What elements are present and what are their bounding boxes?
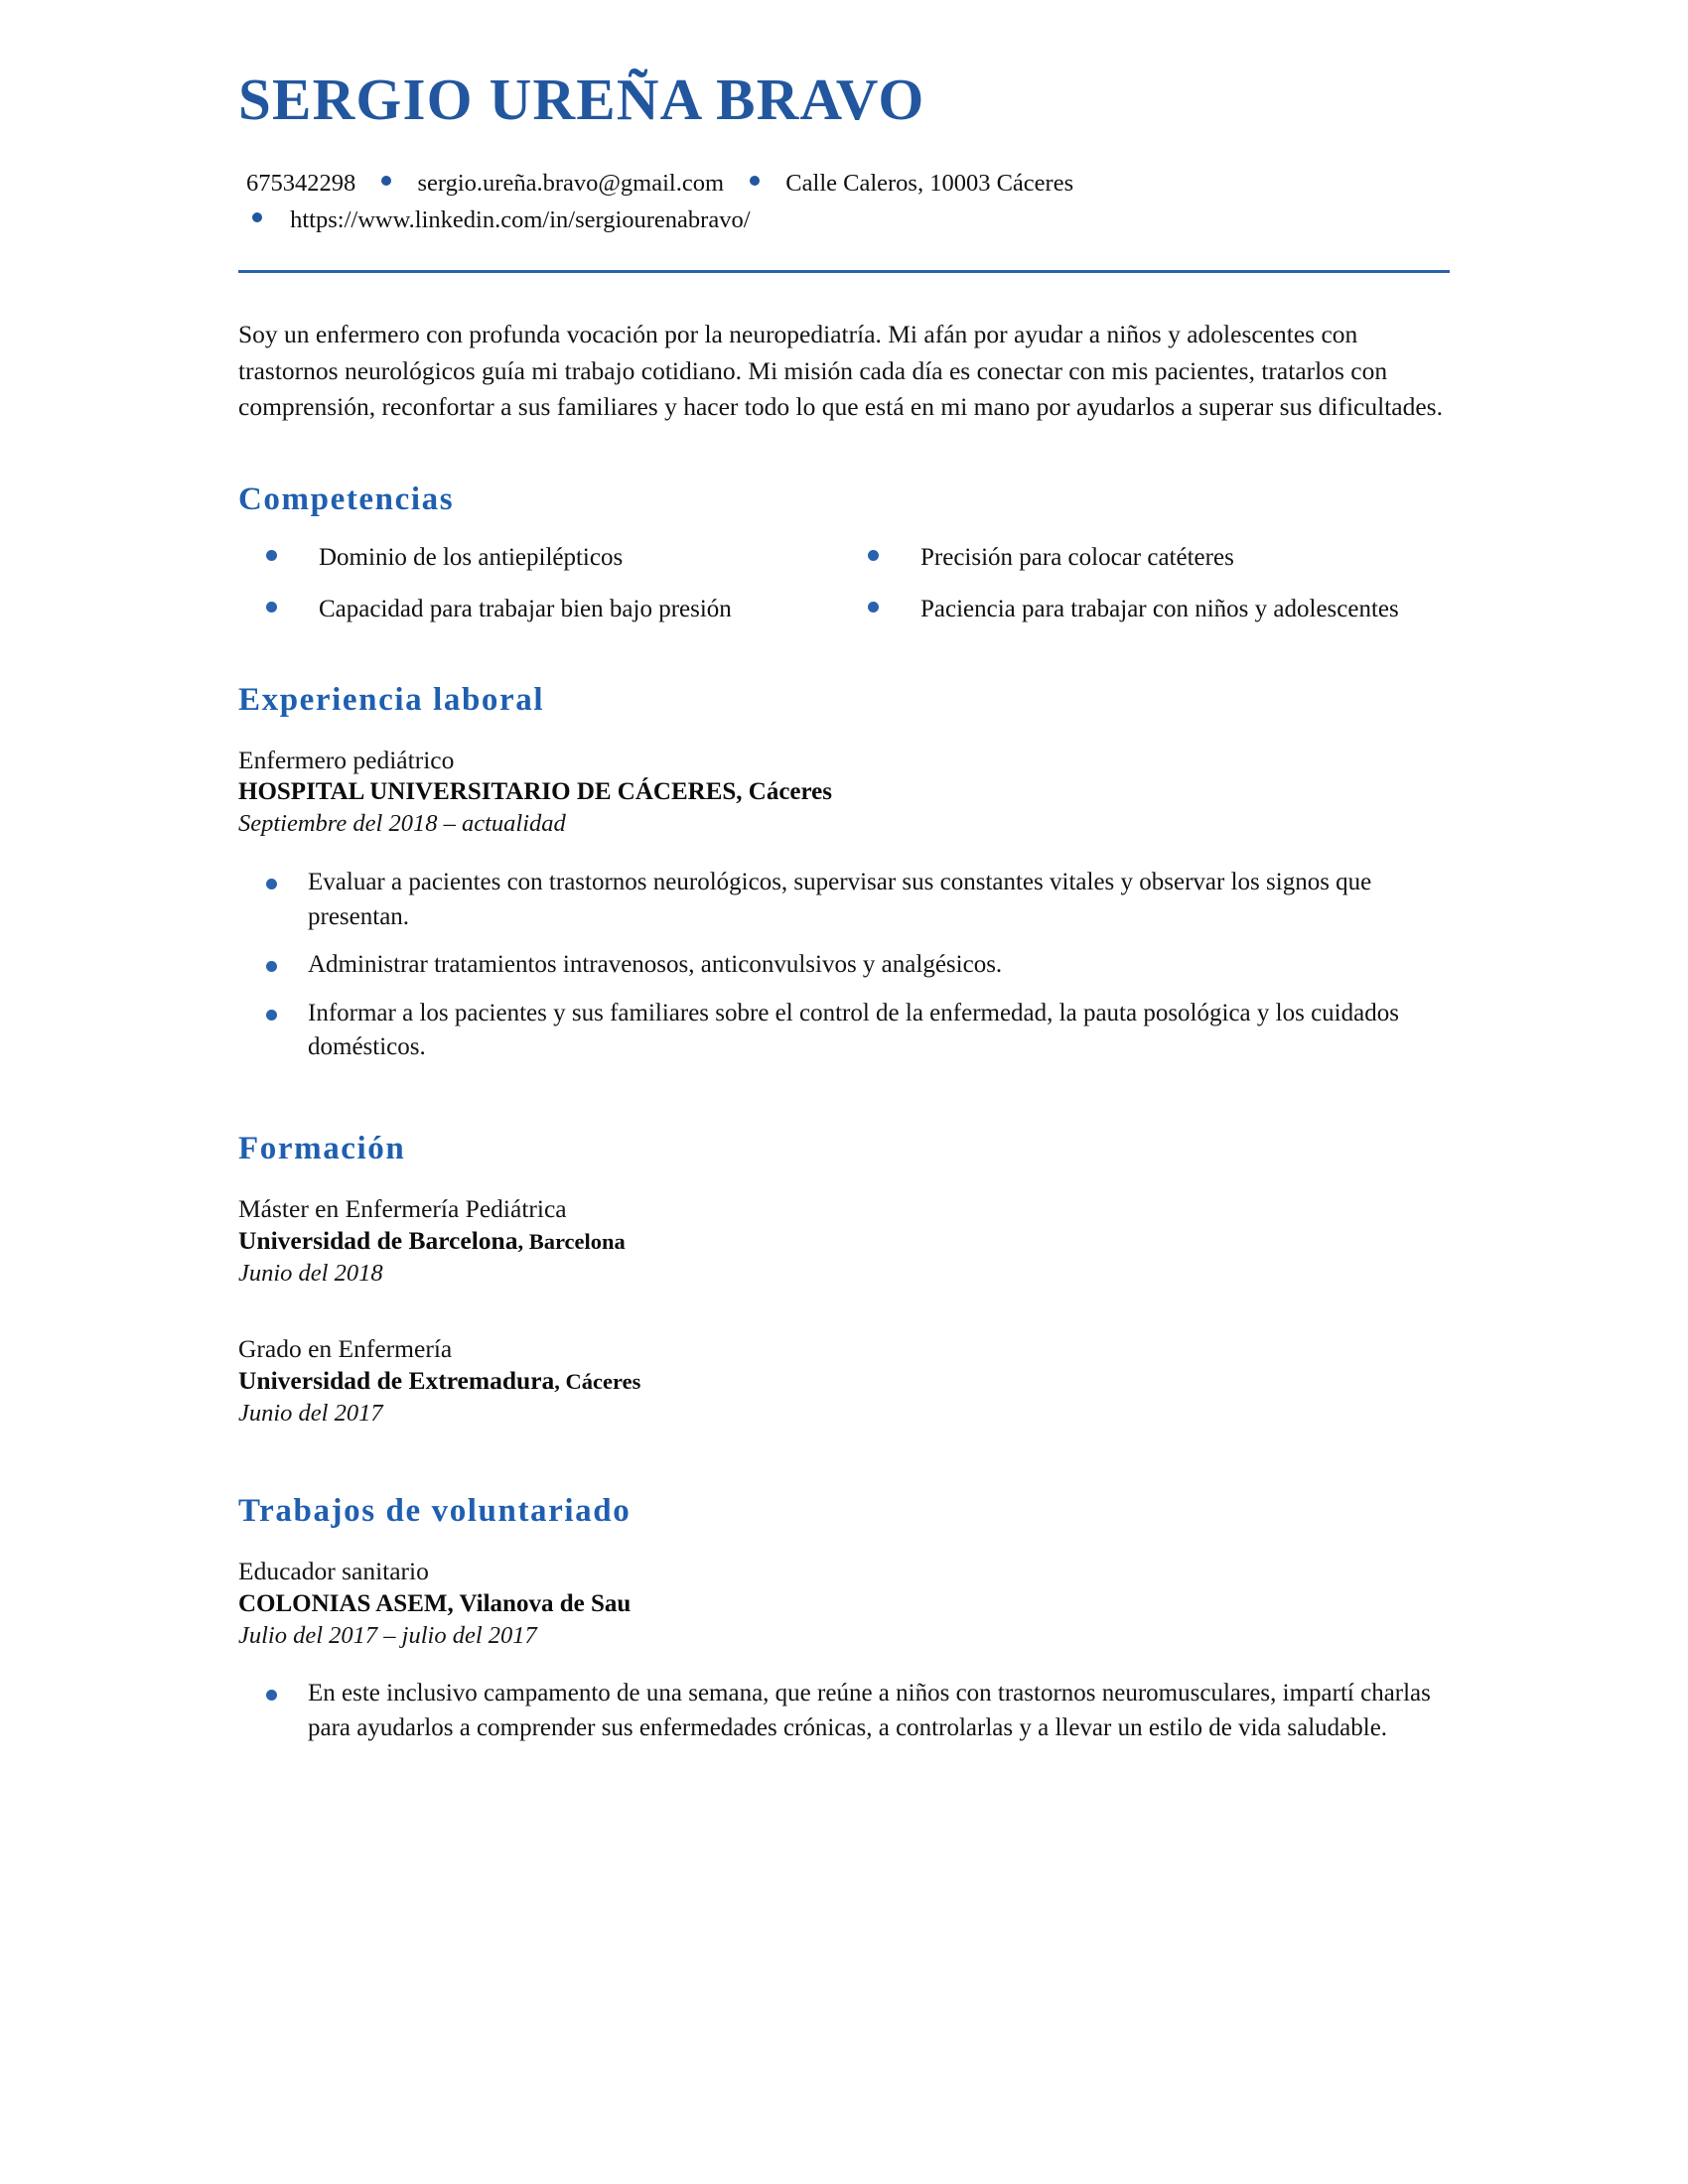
bullet-text: Informar a los pacientes y sus familiares sobre el control de la enfermedad, la pauta posológica y los cuidados domésticos. [308,999,1399,1061]
list-item [238,866,1450,934]
employer-name: HOSPITAL UNIVERSITARIO DE CÁCERES [238,778,737,806]
institution-name: Universidad de Extremadura [238,1366,555,1396]
volunteer-dates: Julio del 2017 – julio del 2017 [238,1621,537,1649]
section-heading-volunteering: Trabajos de voluntariado [238,1492,632,1529]
experience-entry [238,745,1450,840]
bullet-text: Evaluar a pacientes con trastornos neurológicos, supervisar sus constantes vitales y observar los signos que presentan. [308,869,1372,930]
list-item [844,594,1450,626]
section-heading-education: Formación [238,1130,406,1166]
institution-location: , Cáceres [554,1369,641,1395]
bullet-separator-icon [381,176,391,186]
bullet-icon [266,550,277,561]
bullet-icon [266,879,277,889]
bullet-icon [266,1690,277,1701]
list-item [238,997,1450,1065]
professional-summary: Soy un enfermero con profunda vocación por la neuropediatría. Mi afán por ayudar a niños y adolescentes con trastornos neurológicos guía mi trabajo cotidiano. Mi misión cada día es conectar con mis pacientes, tratarlos con comprensión, reconfortar a sus familiares y hacer todo lo que está en mi mano por ayudarlos a superar sus dificultades. [238,320,1443,422]
skill-label: Capacidad para trabajar bien bajo presión [319,596,732,623]
bullet-icon [868,550,879,561]
education-entry [238,1193,1450,1290]
bullet-icon [266,1010,277,1021]
education-entry [238,1333,1450,1430]
list-item [238,948,1450,983]
job-dates: Septiembre del 2018 – actualidad [238,810,566,838]
contact-block [238,165,1450,238]
institution-name: Universidad de Barcelona [238,1226,518,1256]
degree-title: Máster en Enfermería Pediátrica [238,1193,567,1223]
bullet-separator-icon [252,212,262,222]
institution-location: , Barcelona [517,1229,626,1255]
section-heading-experience: Experiencia laboral [238,681,545,718]
volunteer-organization [238,1588,1450,1620]
skills-list [238,542,1450,626]
institution [238,1365,1450,1398]
skill-label: Dominio de los antiepilépticos [319,543,624,571]
volunteering-bullets [238,1677,1450,1745]
bullet-text: En este inclusivo campamento de una semana, que reúne a niños con trastornos neuromusculares, impartí charlas para ayudarlos a comprender sus enfermedades crónicas, a controlarlas y a llevar un estilo de vida saludable. [308,1680,1431,1741]
job-title: Enfermero pediátrico [238,745,455,774]
bullet-icon [868,602,879,613]
employer-location: , Cáceres [736,778,832,806]
education-dates: Junio del 2018 [238,1259,383,1287]
volunteer-role: Educador sanitario [238,1556,429,1585]
list-item [238,594,844,626]
education-dates: Junio del 2017 [238,1400,383,1428]
bullet-icon [266,602,277,613]
institution [238,1225,1450,1258]
skill-label: Precisión para colocar catéteres [920,543,1234,571]
contact-line-primary [238,165,1450,202]
organization-name: COLONIAS ASEM [238,1589,448,1617]
contact-phone: 675342298 [246,169,356,197]
experience-bullets [238,866,1450,1065]
degree-title: Grado en Enfermería [238,1333,453,1363]
job-employer [238,776,1450,808]
bullet-text: Administrar tratamientos intravenosos, anticonvulsivos y analgésicos. [308,951,1003,979]
resume-content [119,60,1569,1745]
contact-linkedin-link[interactable]: https://www.linkedin.com/in/sergiourenabravo/ [290,206,751,234]
page-title: SERGIO UREÑA BRAVO [238,67,925,132]
contact-line-secondary [238,202,1450,238]
list-item [844,542,1450,575]
organization-location: , Vilanova de Sau [447,1589,632,1617]
section-heading-skills: Competencias [238,480,455,517]
volunteering-entry [238,1556,1450,1651]
list-item [238,542,844,575]
contact-address: Calle Caleros, 10003 Cáceres [785,169,1074,197]
bullet-separator-icon [750,176,760,186]
header-divider [238,270,1450,273]
bullet-icon [266,961,277,972]
list-item [238,1677,1450,1745]
skill-label: Paciencia para trabajar con niños y adolescentes [920,596,1399,623]
contact-email[interactable]: sergio.ureña.bravo@gmail.com [417,169,725,197]
